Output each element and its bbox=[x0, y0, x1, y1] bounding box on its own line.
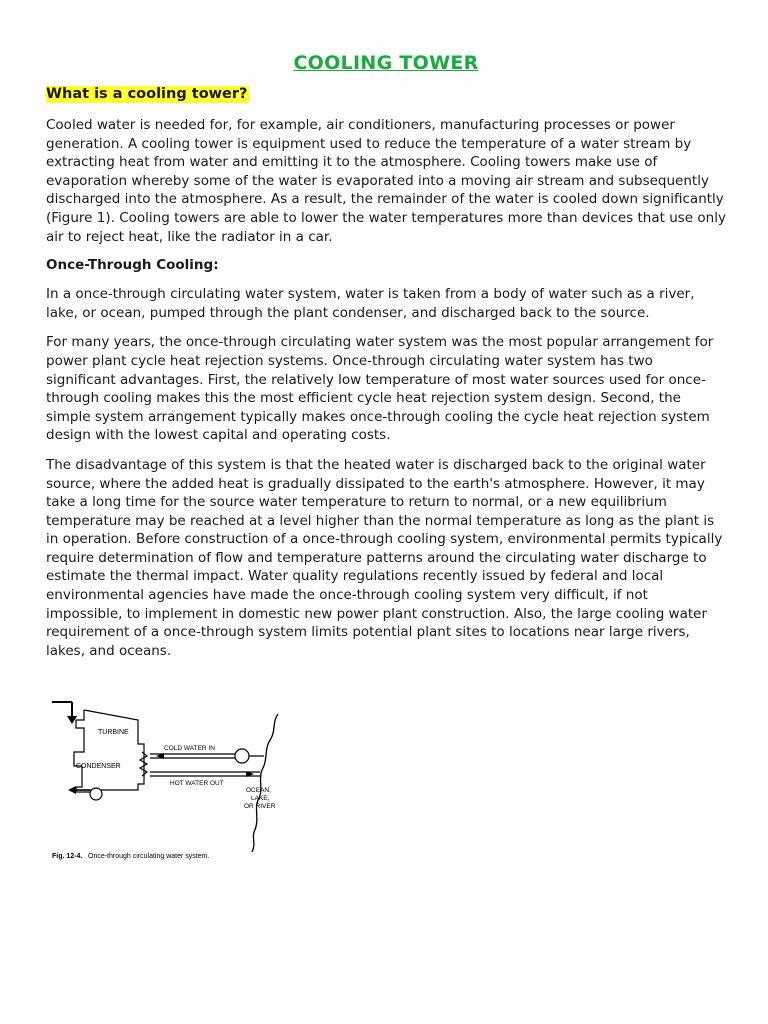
hot-water-label: HOT WATER OUT bbox=[170, 780, 224, 787]
plant-outline-left bbox=[74, 710, 84, 792]
intro-paragraph: Cooled water is needed for, for example, air conditioners, manufacturing processes or power generation. A cooling tower is equipment used to reduce the temperature of a water stream by extracting heat from water and emitting it to the atmosphere. Cooling towers make use of evaporation whereby some of the water is evaporated into a moving air stream and subsequently discharged into the atmosphere. As a result, the remainder of the water is cooled down significantly (Figure 1). Cooling towers are able to lower the water temperatures more than devices that use only air to reject heat, like the radiator in a car. bbox=[46, 117, 726, 245]
once-through-diagram bbox=[46, 692, 296, 864]
document-title: COOLING TOWER bbox=[293, 52, 479, 74]
highlighted-heading-text: What is a cooling tower? bbox=[46, 86, 248, 102]
ocean-label: OCEAN, bbox=[246, 787, 271, 794]
shoreline bbox=[252, 714, 278, 852]
figure-caption-text: Once-through circulating water system. bbox=[88, 853, 210, 860]
section-heading bbox=[46, 86, 726, 102]
paragraph-once-through-definition: In a once-through circulating water system, water is taken from a body of water such as a river, lake, or ocean, pumped through the plant condenser, and discharged back to the source. bbox=[46, 286, 695, 321]
paragraph-disadvantages: The disadvantage of this system is that the heated water is discharged back to the original water source, where the added heat is gradually dissipated to the earth's atmosphere. However, it may take a long time for the source water temperature to return to normal, or a new equilibrium temperature may be reached at a level higher than the normal temperature as long as the plant is in operation. Before construction of a once-through cooling system, environmental permits typically require determination of flow and temperature patterns around the circulating water discharge to estimate the thermal impact. Water quality regulations recently issued by federal and local environmental agencies have made the once-through cooling system very difficult, if not impossible, to implement in domestic new power plant construction. Also, the large cooling water requirement of a once-through system limits potential plant sites to locations near large rivers, lakes, and oceans. bbox=[46, 456, 723, 659]
condensate-arrow-icon bbox=[68, 786, 76, 794]
document-page bbox=[46, 52, 726, 671]
lake-label: LAKE, bbox=[251, 795, 270, 802]
river-label: OR RIVER bbox=[244, 803, 276, 810]
plant-outline-right bbox=[76, 710, 144, 790]
turbine-label: TURBINE bbox=[98, 729, 129, 736]
once-through-system-figure bbox=[46, 692, 296, 864]
intake-pump-icon bbox=[235, 749, 249, 763]
cold-water-label: COLD WATER IN bbox=[164, 745, 215, 752]
condensate-pump-icon bbox=[90, 788, 102, 800]
paragraph-advantages: For many years, the once-through circulating water system was the most popular arrangement for power plant cycle heat rejection systems. Once-through circulating water system has two significant advantages. First, the relatively low temperature of most water sources used for once-through cooling makes this the most efficient cycle heat rejection system design. Second, the simple system arrangement typically makes once-through cooling the cycle heat rejection system design with the lowest capital and operating costs. bbox=[46, 334, 714, 444]
once-through-subheading: Once-Through Cooling: bbox=[46, 257, 219, 274]
condenser-label: CONDENSER bbox=[76, 763, 121, 770]
figure-caption-number: Fig. 12-4. bbox=[52, 853, 83, 860]
